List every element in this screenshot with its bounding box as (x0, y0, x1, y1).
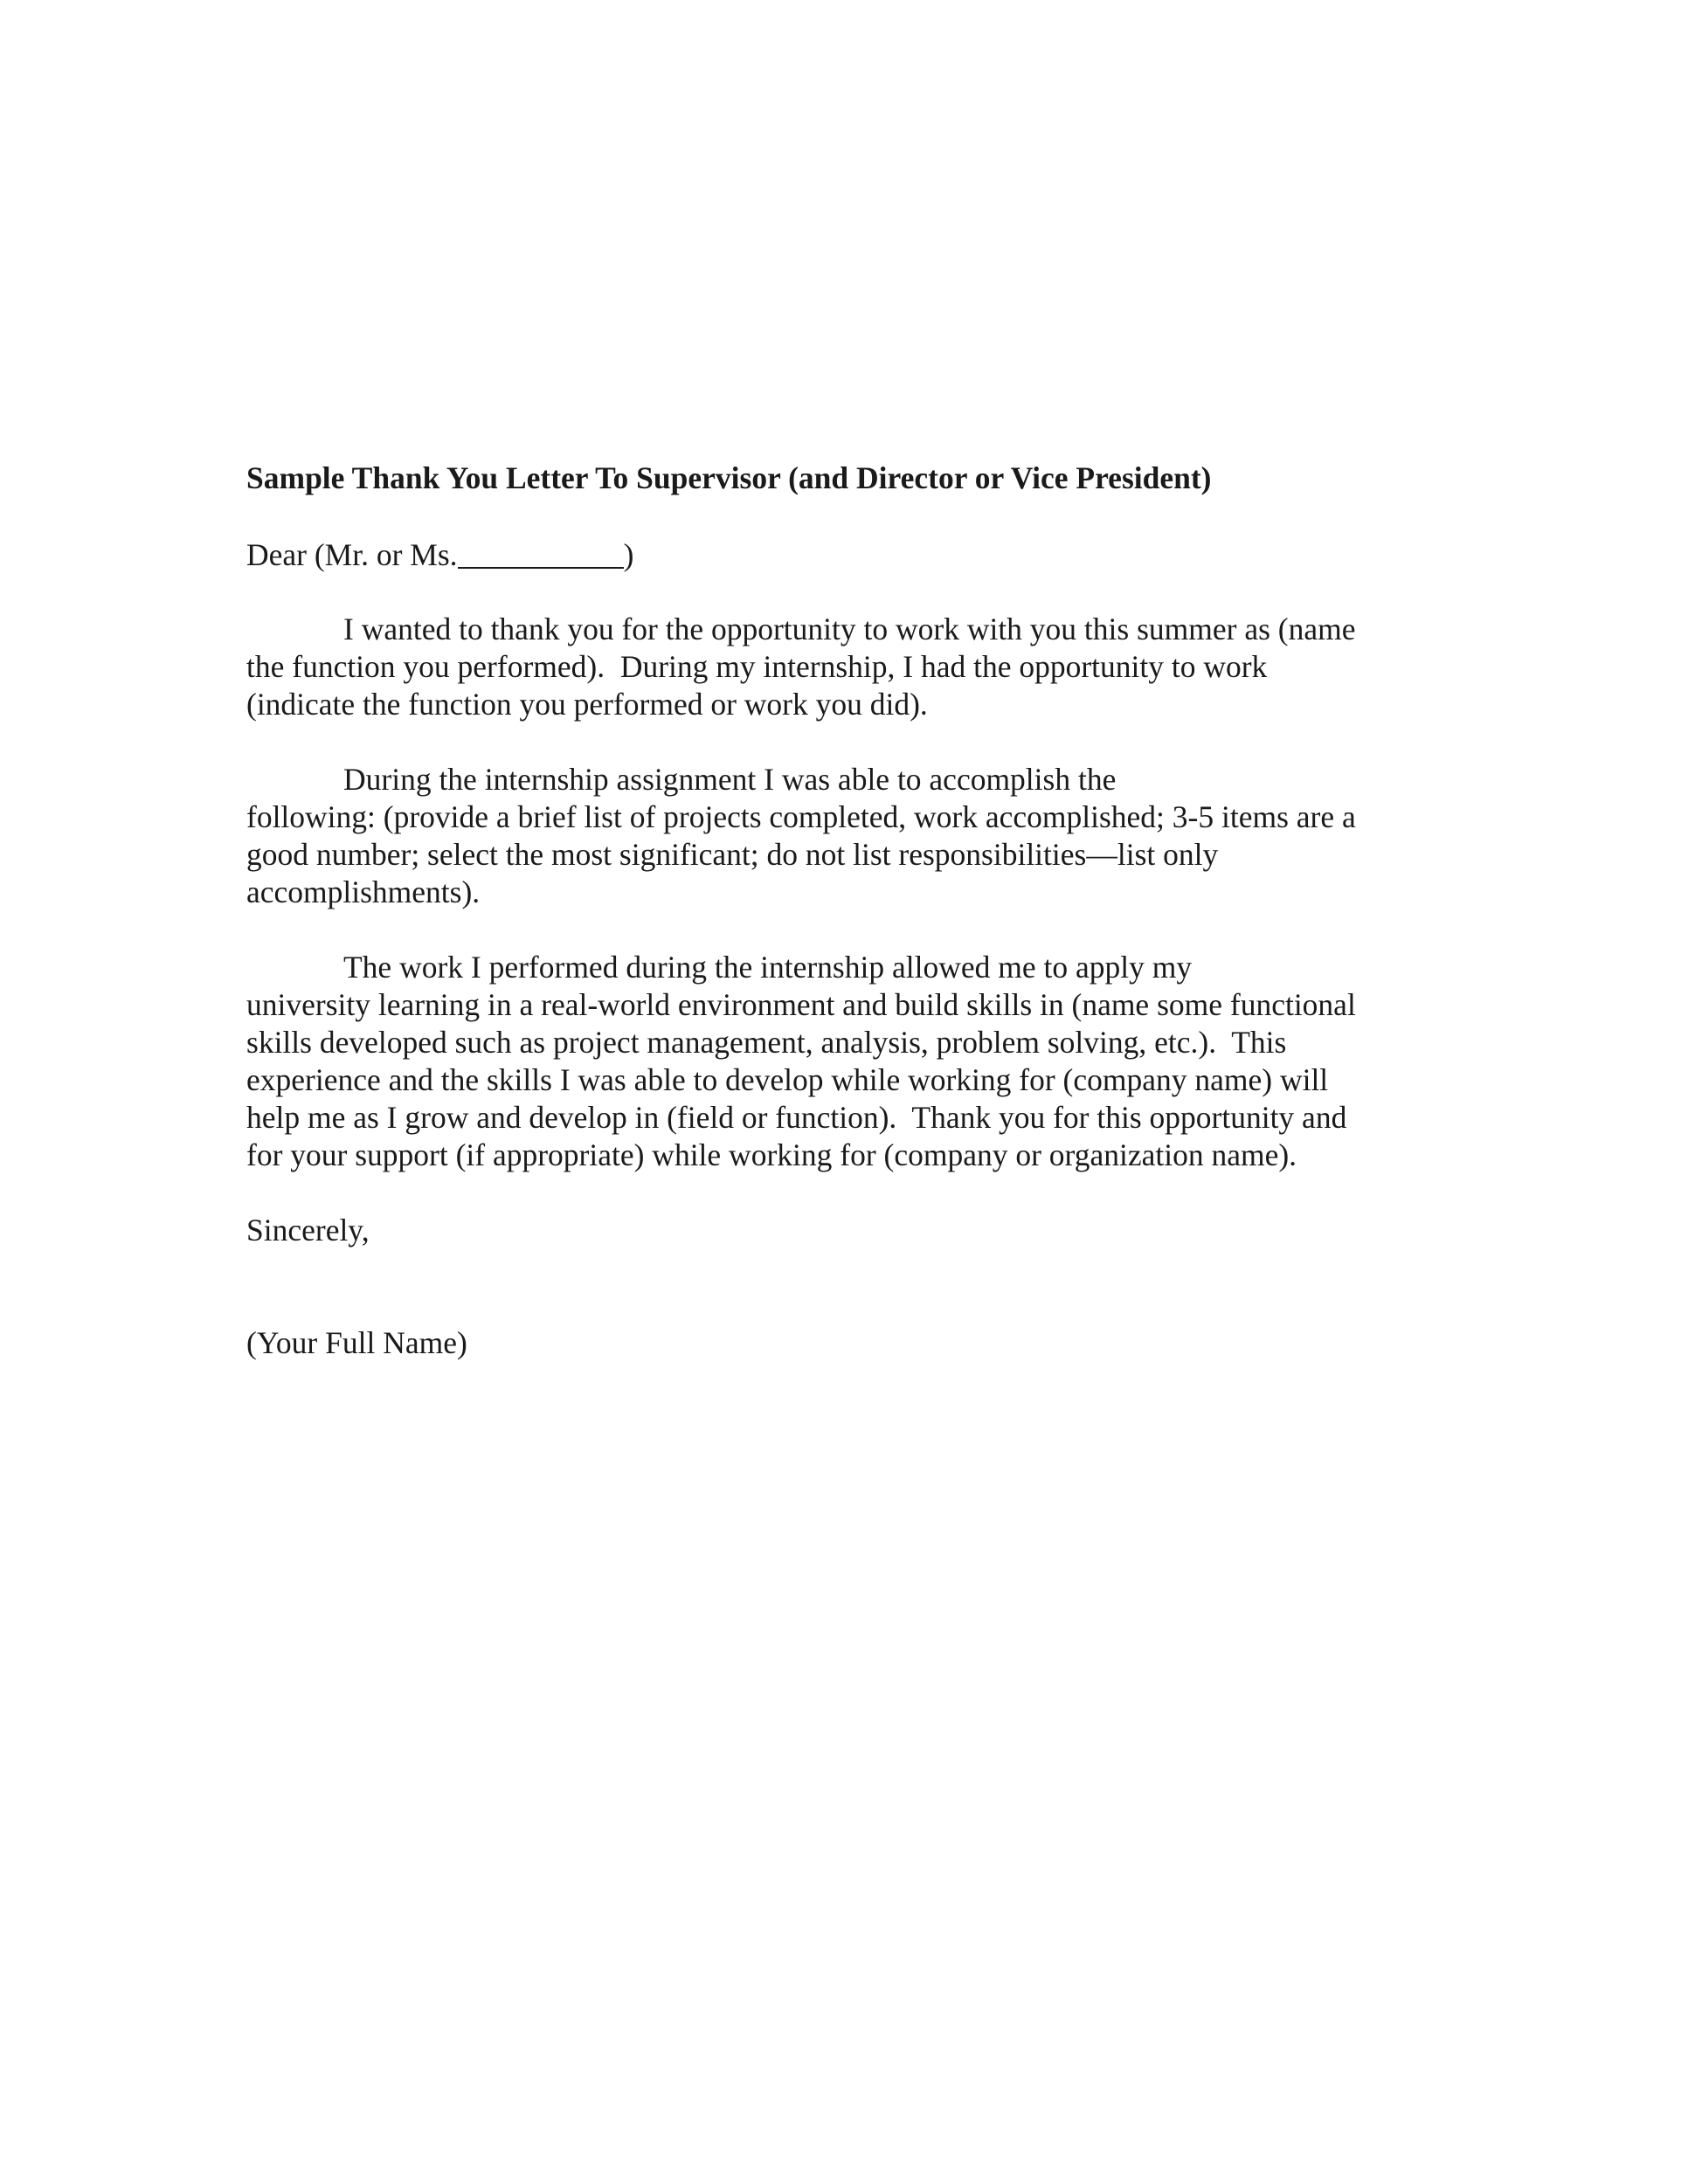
paragraph3-line: The work I performed during the internship allowed me to apply my (343, 950, 1193, 985)
salutation (246, 536, 634, 572)
closing: Sincerely, (246, 1213, 370, 1248)
paragraph3-line: experience and the skills I was able to develop while working for (company name) will (246, 1062, 1329, 1097)
paragraph3-line: university learning in a real-world environment and build skills in (name some functional (246, 987, 1356, 1022)
paragraph3-line: for your support (if appropriate) while working for (company or organization name). (246, 1137, 1297, 1172)
paragraph2-line: During the internship assignment I was able to accomplish the (343, 762, 1117, 797)
paragraph2-line: good number; select the most significant; do not list responsibilities—list only (246, 837, 1219, 872)
paragraph3-line: skills developed such as project management, analysis, problem solving, etc.). This (246, 1025, 1287, 1060)
letter-title: Sample Thank You Letter To Supervisor (and Director or Vice President) (246, 460, 1212, 495)
name-blank-line (458, 539, 624, 569)
paragraph2-line: following: (provide a brief list of projects completed, work accomplished; 3-5 items are a (246, 799, 1356, 834)
salutation-suffix: ) (623, 536, 634, 572)
signature: (Your Full Name) (246, 1325, 467, 1360)
paragraph1-line: the function you performed). During my internship, I had the opportunity to work (246, 649, 1268, 684)
paragraph1-line: (indicate the function you performed or work you did). (246, 687, 928, 722)
paragraph1-line: I wanted to thank you for the opportunity to work with you this summer as (name (343, 612, 1356, 646)
salutation-prefix: Dear (Mr. or Ms. (246, 536, 458, 572)
paragraph3-line: help me as I grow and develop in (field or function). Thank you for this opportunity and (246, 1100, 1347, 1135)
paragraph2-line: accomplishments). (246, 874, 481, 909)
